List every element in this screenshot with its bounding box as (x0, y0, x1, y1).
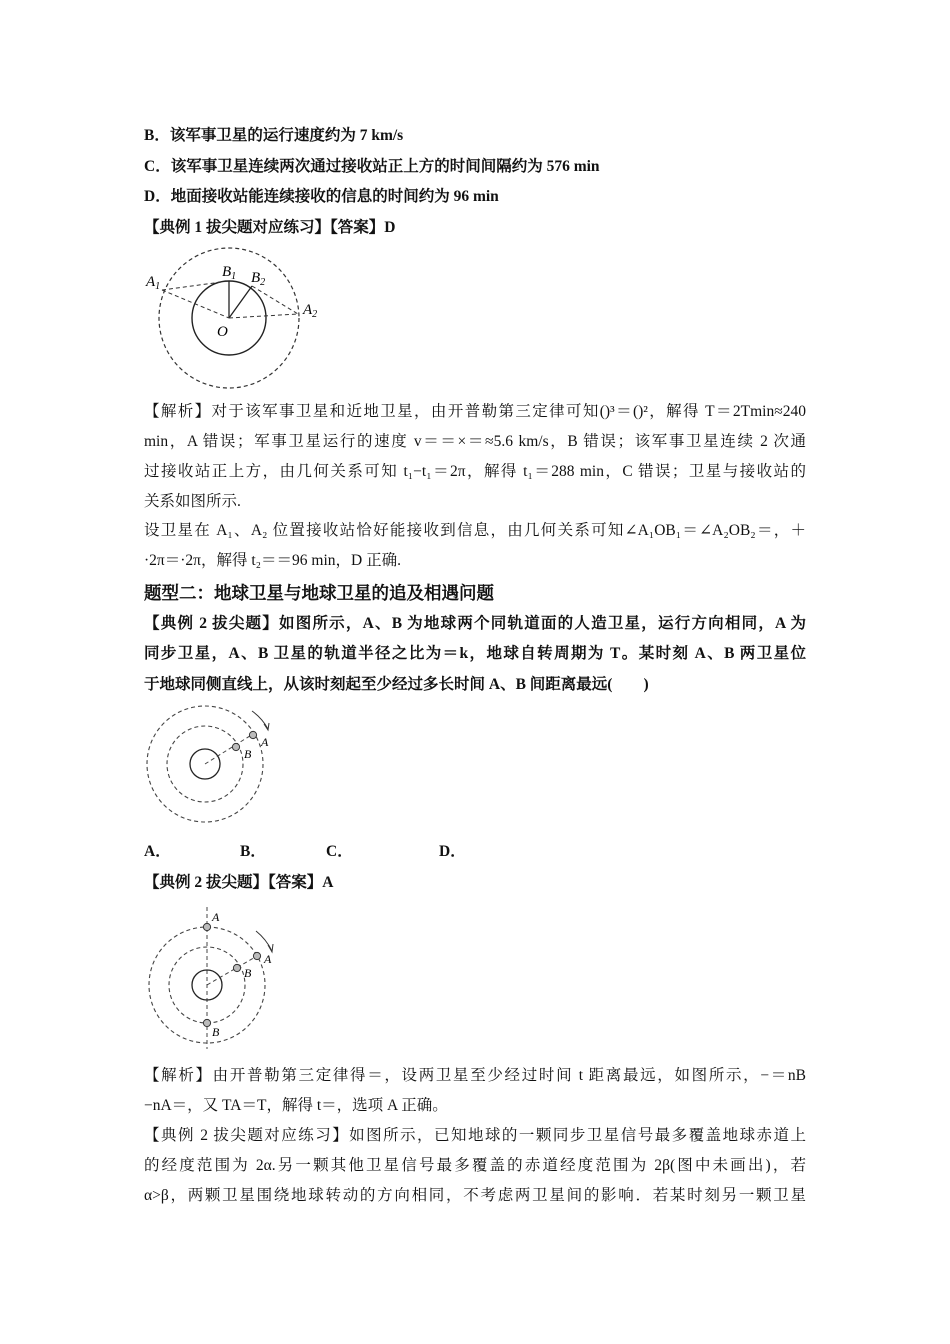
choice-d: D． (439, 843, 466, 860)
option-c-text: C．该军事卫星连续两次通过接收站正上方的时间间隔约为 576 min (144, 158, 600, 175)
label-b1: $B_1$ (222, 264, 237, 282)
satellite-b-mid-dot (233, 964, 240, 971)
ex1-analysis-line-6: ·2π＝·2π，解得 t₂＝＝96 min，D 正确. (144, 552, 401, 569)
ex1-analysis-line-4: 关系如图所示. (144, 493, 241, 510)
choice-a: A． (144, 843, 171, 860)
label-b: B (244, 747, 252, 761)
ex2-problem-line-2: 同步卫星，A、B 卫星的轨道半径之比为＝k，地球自转周期为 T。某时刻 A、B 两卫星位 (144, 645, 806, 662)
ex2-analysis-line-2: −nA＝，又 TA＝T，解得 t＝，选项 A 正确。 (144, 1097, 448, 1114)
label-a2: $A_2$ (303, 302, 318, 320)
choice-c: C． (326, 843, 353, 860)
figure-two-satellites-far (140, 903, 290, 1051)
label-b-mid: B (244, 966, 252, 980)
satellite-a-top-dot (203, 923, 210, 930)
section-heading: 题型二：地球卫星与地球卫星的追及相遇问题 (144, 583, 494, 603)
example2-answer: 【典例 2 拔尖题】【答案】A (144, 874, 334, 891)
satellite-b-bottom-dot (203, 1019, 210, 1026)
satellite-a-right-dot (253, 952, 260, 959)
figure-orbit-receiver (140, 246, 330, 396)
option-d-text: D．地面接收站能连续接收的信息的时间约为 96 min (144, 188, 499, 205)
ex2-analysis-line-1: 【解析】由开普勒第三定律得＝，设两卫星至少经过时间 t 距离最远，如图所示，−＝nB (144, 1067, 806, 1084)
ex2-practice-line-3: α>β，两颗卫星围绕地球转动的方向相同，不考虑两卫星间的影响．若某时刻另一颗卫星 (144, 1187, 806, 1204)
ex1-analysis-line-1: 【解析】对于该军事卫星和近地卫星，由开普勒第三定律可知()³＝()²，解得 T＝2Tmin≈240 (144, 403, 806, 420)
ex1-analysis-line-3: 过接收站正上方，由几何关系可知 t₁−t₁＝2π，解得 t₁＝288 min，C 错误；卫星与接收站的 (144, 463, 806, 480)
option-b-text: B．该军事卫星的运行速度约为 7 km/s (144, 127, 404, 144)
example1-answer: 【典例 1 拔尖题对应练习】【答案】D (144, 219, 396, 236)
label-a1: $A_1$ (146, 274, 161, 292)
label-a: A (261, 735, 269, 749)
satellite-a-dot (249, 731, 256, 738)
ex2-problem-line-3: 于地球同侧直线上，从该时刻起至少经过多长时间 A、B 间距离最远( ) (144, 676, 649, 693)
ex2-practice-line-2: 的经度范围为 2α.另一颗其他卫星信号最多覆盖的赤道经度范围为 2β(图中未画出)，若 (144, 1157, 806, 1174)
ex1-analysis-line-5: 设卫星在 A₁、A₂ 位置接收站恰好能接收到信息，由几何关系可知∠A₁OB₁＝∠A₂OB₂＝，＋ (144, 522, 806, 539)
label-a-top: A (212, 910, 220, 924)
label-b-bottom: B (212, 1025, 220, 1039)
label-o: O (217, 324, 228, 340)
satellite-b-dot (232, 743, 239, 750)
figure-two-satellites (140, 702, 290, 832)
label-b2: $B_2$ (251, 270, 266, 288)
ex2-problem-line-1: 【典例 2 拔尖题】如图所示，A、B 为地球两个同轨道面的人造卫星，运行方向相同，A 为 (144, 615, 806, 632)
label-a-right: A (264, 952, 272, 966)
choice-b: B． (240, 843, 266, 860)
ex2-practice-line-1: 【典例 2 拔尖题对应练习】如图所示，已知地球的一颗同步卫星信号最多覆盖地球赤道上 (144, 1127, 806, 1144)
ex1-analysis-line-2: min，A 错误；军事卫星运行的速度 v＝＝×＝≈5.6 km/s，B 错误；该军事卫星连续 2 次通 (144, 433, 806, 450)
